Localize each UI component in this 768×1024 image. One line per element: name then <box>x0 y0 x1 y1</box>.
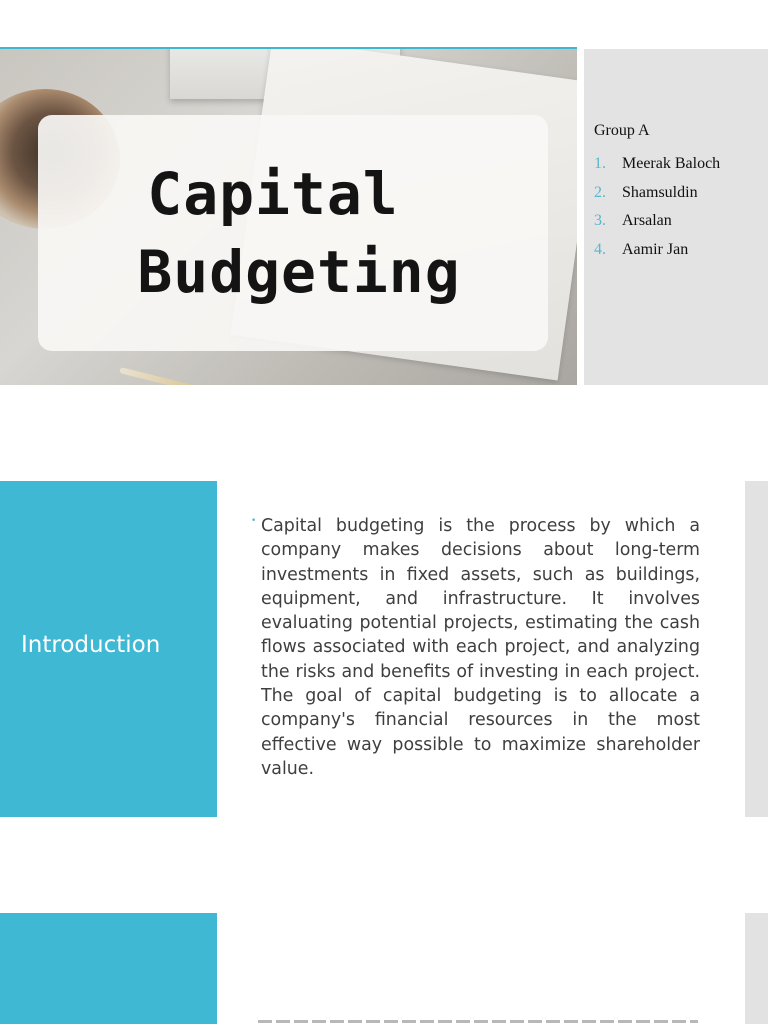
member-list <box>594 150 720 264</box>
member-name: Arsalan <box>622 212 672 229</box>
intro-paragraph: Capital budgeting is the process by which a company makes decisions about long-term investments in fixed assets, such as buildings, equipment, and infrastructure. It involves evaluating potential projects, estimating the cash flows associated with each project, and analyzing the risks and benefits of investing in each project. The goal of capital budgeting is to allocate a company's financial resources in the most effective way possible to maximize shareholder value. <box>261 516 700 779</box>
title-line-2: Budgeting <box>137 238 461 306</box>
member-number: 4. <box>594 240 606 258</box>
member-name: Aamir Jan <box>622 240 689 258</box>
member-number: 2. <box>594 183 606 201</box>
member-name: Meerak Baloch <box>622 155 721 172</box>
title-image <box>0 49 577 385</box>
list-item <box>594 179 720 208</box>
bullet-icon: • <box>251 516 257 526</box>
slide2-side-strip <box>745 481 768 817</box>
slide3-side-strip <box>745 913 768 1024</box>
member-name: Shamsuldin <box>622 183 698 201</box>
slide3-accent-block <box>0 913 217 1024</box>
group-title: Group A <box>594 122 650 139</box>
title-line-1: Capital <box>147 159 399 228</box>
member-number: 3. <box>594 212 606 229</box>
pencil <box>119 367 344 385</box>
list-item <box>594 150 720 179</box>
slide-title <box>38 115 548 351</box>
list-item <box>594 207 720 236</box>
slide3-cropped-text <box>258 1016 698 1024</box>
list-item <box>594 236 720 265</box>
group-panel <box>584 49 768 385</box>
intro-heading: Introduction <box>21 632 161 658</box>
member-number: 1. <box>594 155 606 172</box>
intro-body <box>250 514 700 781</box>
